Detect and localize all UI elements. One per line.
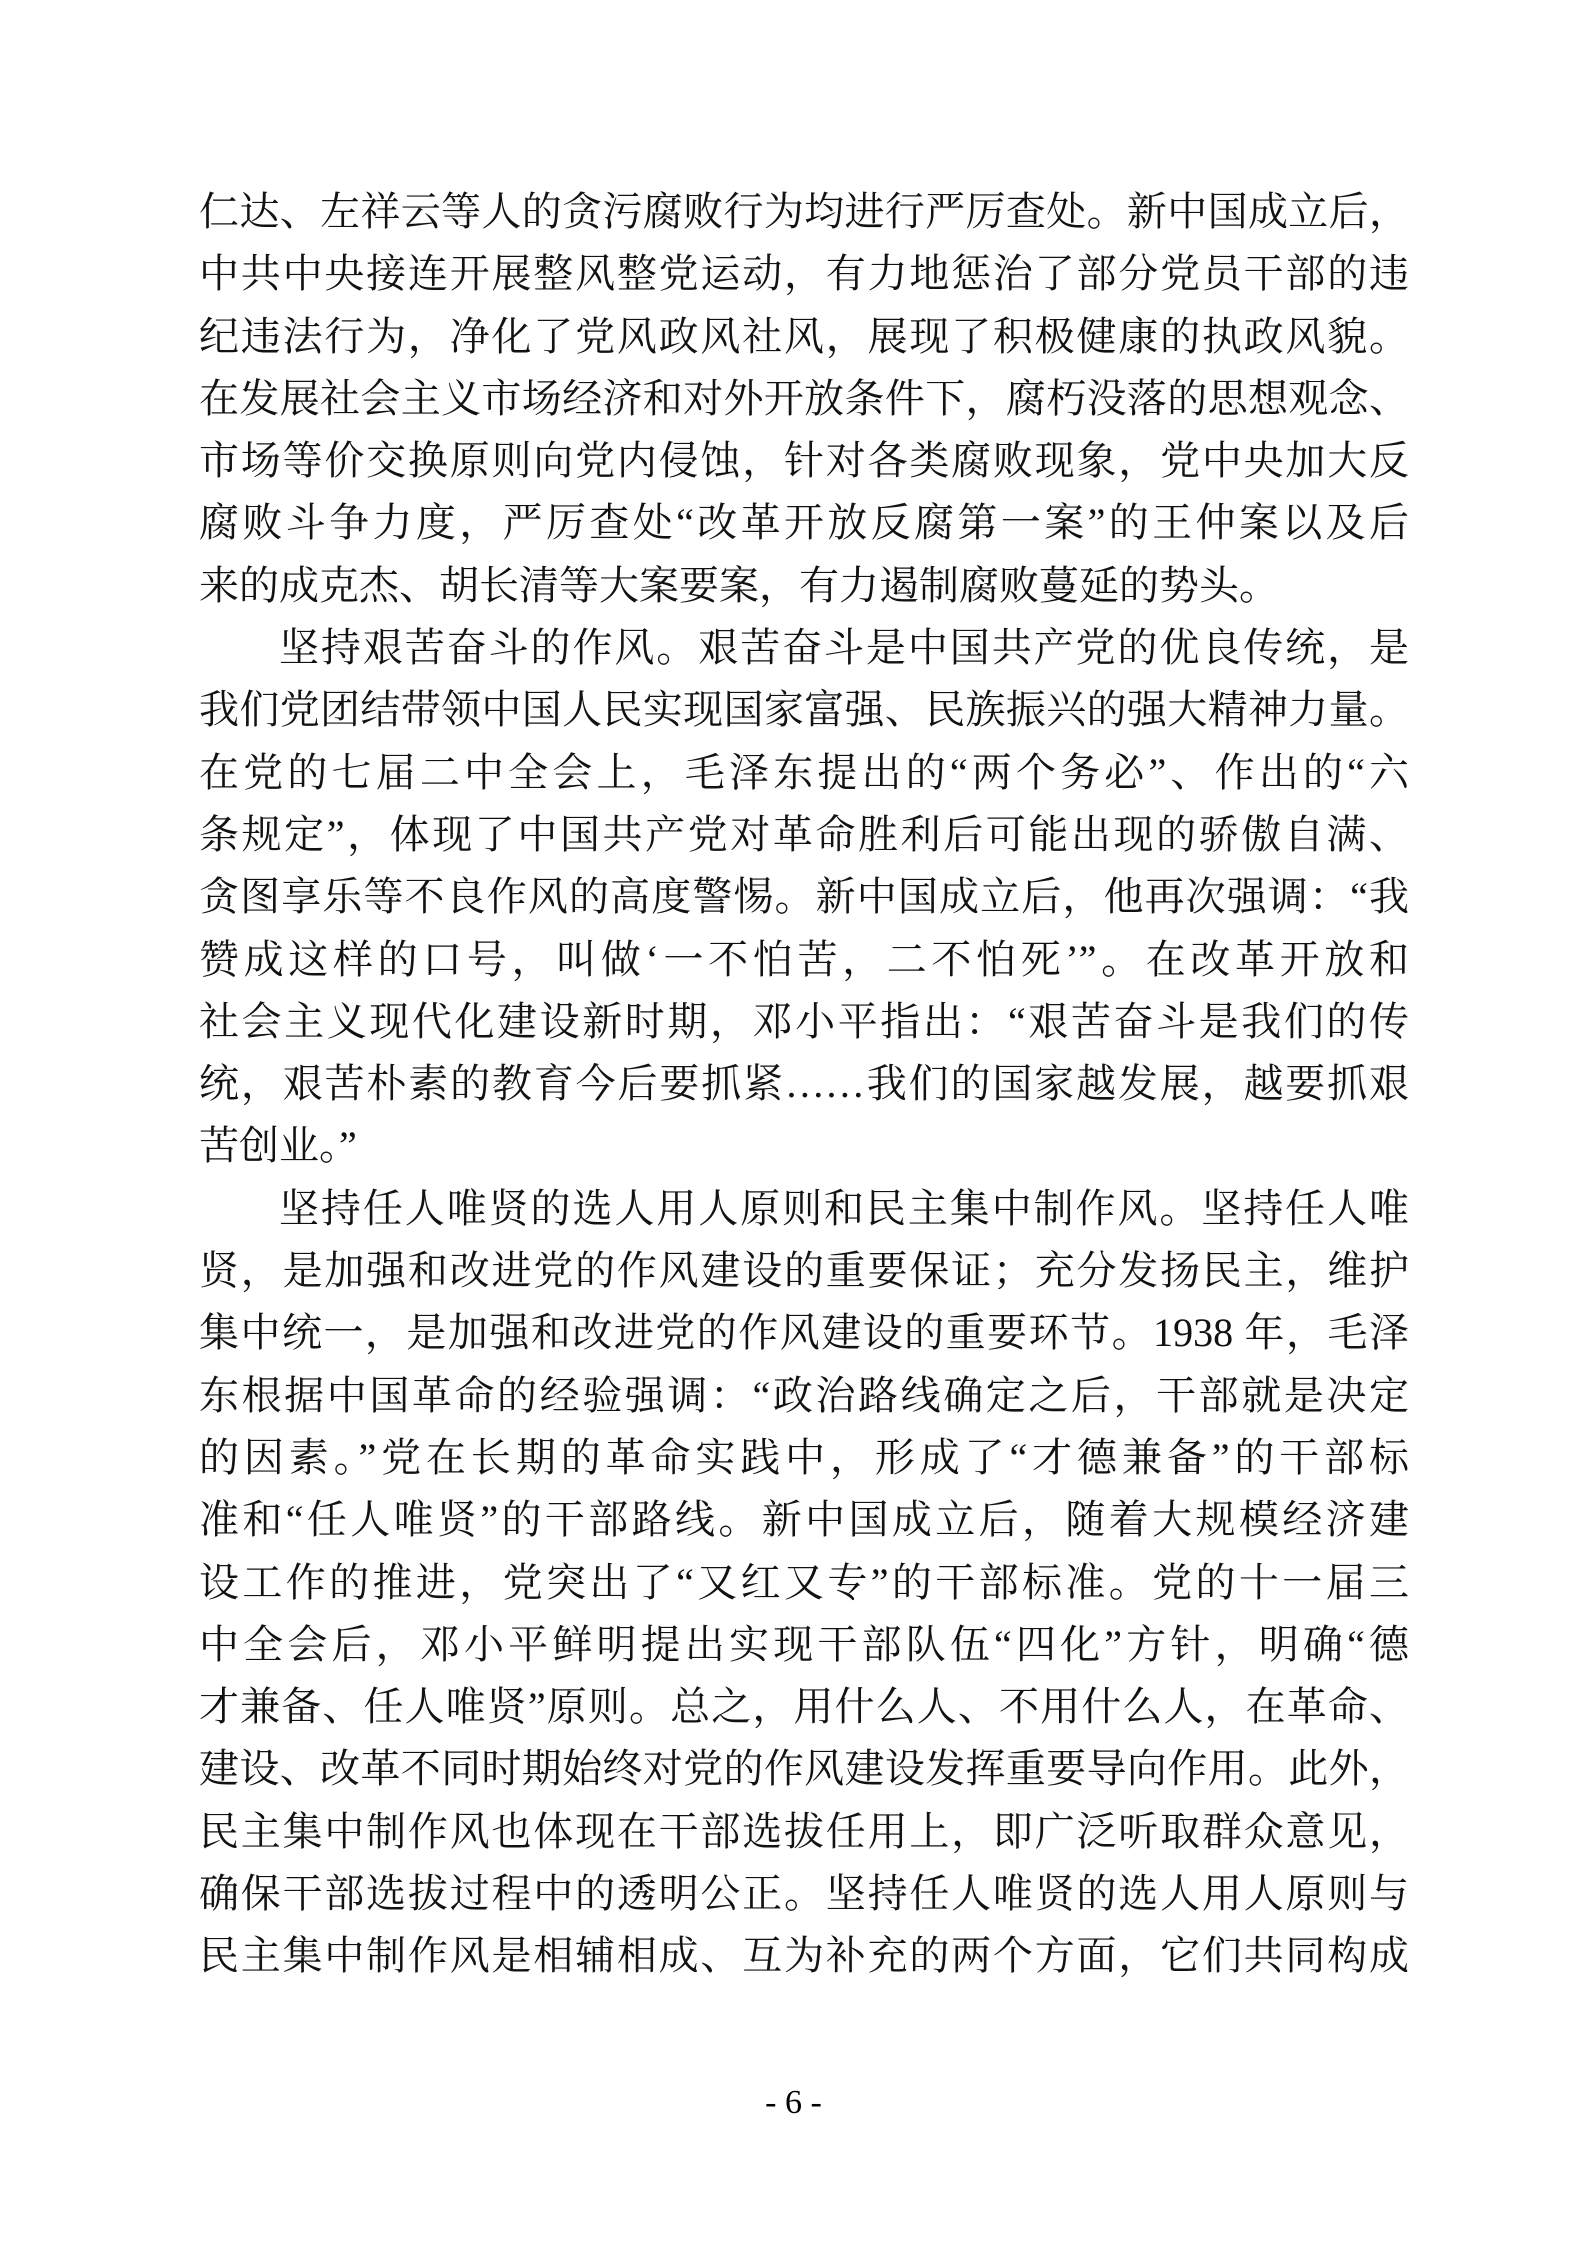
text-line: 条规定”，体现了中国共产党对革命胜利后可能出现的骄傲自满、 <box>199 811 1409 857</box>
text-line: 赞成这样的口号，叫做‘一不怕苦，二不怕死’”。在改革开放和 <box>199 936 1409 982</box>
text-line: 统，艰苦朴素的教育今后要抓紧……我们的国家越发展，越要抓艰 <box>199 1061 1409 1107</box>
page-number: - 6 - <box>765 2084 822 2121</box>
text-line: 社会主义现代化建设新时期，邓小平指出：“艰苦奋斗是我们的传 <box>199 998 1409 1044</box>
text-line: 苦创业。” <box>199 1123 357 1169</box>
text-line: 来的成克杰、胡长清等大案要案，有力遏制腐败蔓延的势头。 <box>199 562 1279 608</box>
text-line: 我们党团结带领中国人民实现国家富强、民族振兴的强大精神力量。 <box>199 687 1409 733</box>
text-line: 仁达、左祥云等人的贪污腐败行为均进行严厉查处。新中国成立后， <box>199 189 1409 234</box>
text-line: 才兼备、任人唯贤”原则。总之，用什么人、不用什么人，在革命、 <box>199 1684 1409 1730</box>
text-line: 在党的七届二中全会上，毛泽东提出的“两个务必”、作出的“六 <box>199 749 1409 795</box>
text-line: 纪违法行为，净化了党风政风社风，展现了积极健康的执政风貌。 <box>199 313 1409 359</box>
text-line: 中全会后，邓小平鲜明提出实现干部队伍“四化”方针，明确“德 <box>199 1621 1409 1667</box>
text-line: 建设、改革不同时期始终对党的作风建设发挥重要导向作用。此外， <box>199 1746 1409 1792</box>
text-line: 坚持任人唯贤的选人用人原则和民主集中制作风。坚持任人唯 <box>279 1185 1409 1231</box>
text-line: 民主集中制作风是相辅相成、互为补充的两个方面，它们共同构成 <box>199 1933 1409 1979</box>
text-line: 集中统一，是加强和改进党的作风建设的重要环节。1938 年，毛泽 <box>199 1310 1409 1356</box>
text-line: 中共中央接连开展整风整党运动，有力地惩治了部分党员干部的违 <box>199 251 1409 297</box>
text-line: 的因素。”党在长期的革命实践中，形成了“才德兼备”的干部标 <box>199 1434 1409 1480</box>
text-line: 民主集中制作风也体现在干部选拔任用上，即广泛听取群众意见， <box>199 1808 1409 1854</box>
text-line: 在发展社会主义市场经济和对外开放条件下，腐朽没落的思想观念、 <box>199 375 1409 421</box>
text-line: 坚持艰苦奋斗的作风。艰苦奋斗是中国共产党的优良传统，是 <box>279 625 1409 671</box>
text-line: 市场等价交换原则向党内侵蚀，针对各类腐败现象，党中央加大反 <box>199 438 1409 484</box>
document-text <box>199 181 1409 1988</box>
text-line: 确保干部选拔过程中的透明公正。坚持任人唯贤的选人用人原则与 <box>199 1871 1409 1917</box>
text-line: 设工作的推进，党突出了“又红又专”的干部标准。党的十一届三 <box>199 1559 1409 1605</box>
text-line: 贤，是加强和改进党的作风建设的重要保证；充分发扬民主，维护 <box>199 1248 1409 1294</box>
text-line: 东根据中国革命的经验强调：“政治路线确定之后，干部就是决定 <box>199 1372 1409 1418</box>
text-line: 腐败斗争力度，严厉查处“改革开放反腐第一案”的王仲案以及后 <box>199 500 1409 546</box>
text-line: 贪图享乐等不良作风的高度警惕。新中国成立后，他再次强调：“我 <box>199 874 1409 920</box>
text-line: 准和“任人唯贤”的干部路线。新中国成立后，随着大规模经济建 <box>199 1497 1409 1543</box>
